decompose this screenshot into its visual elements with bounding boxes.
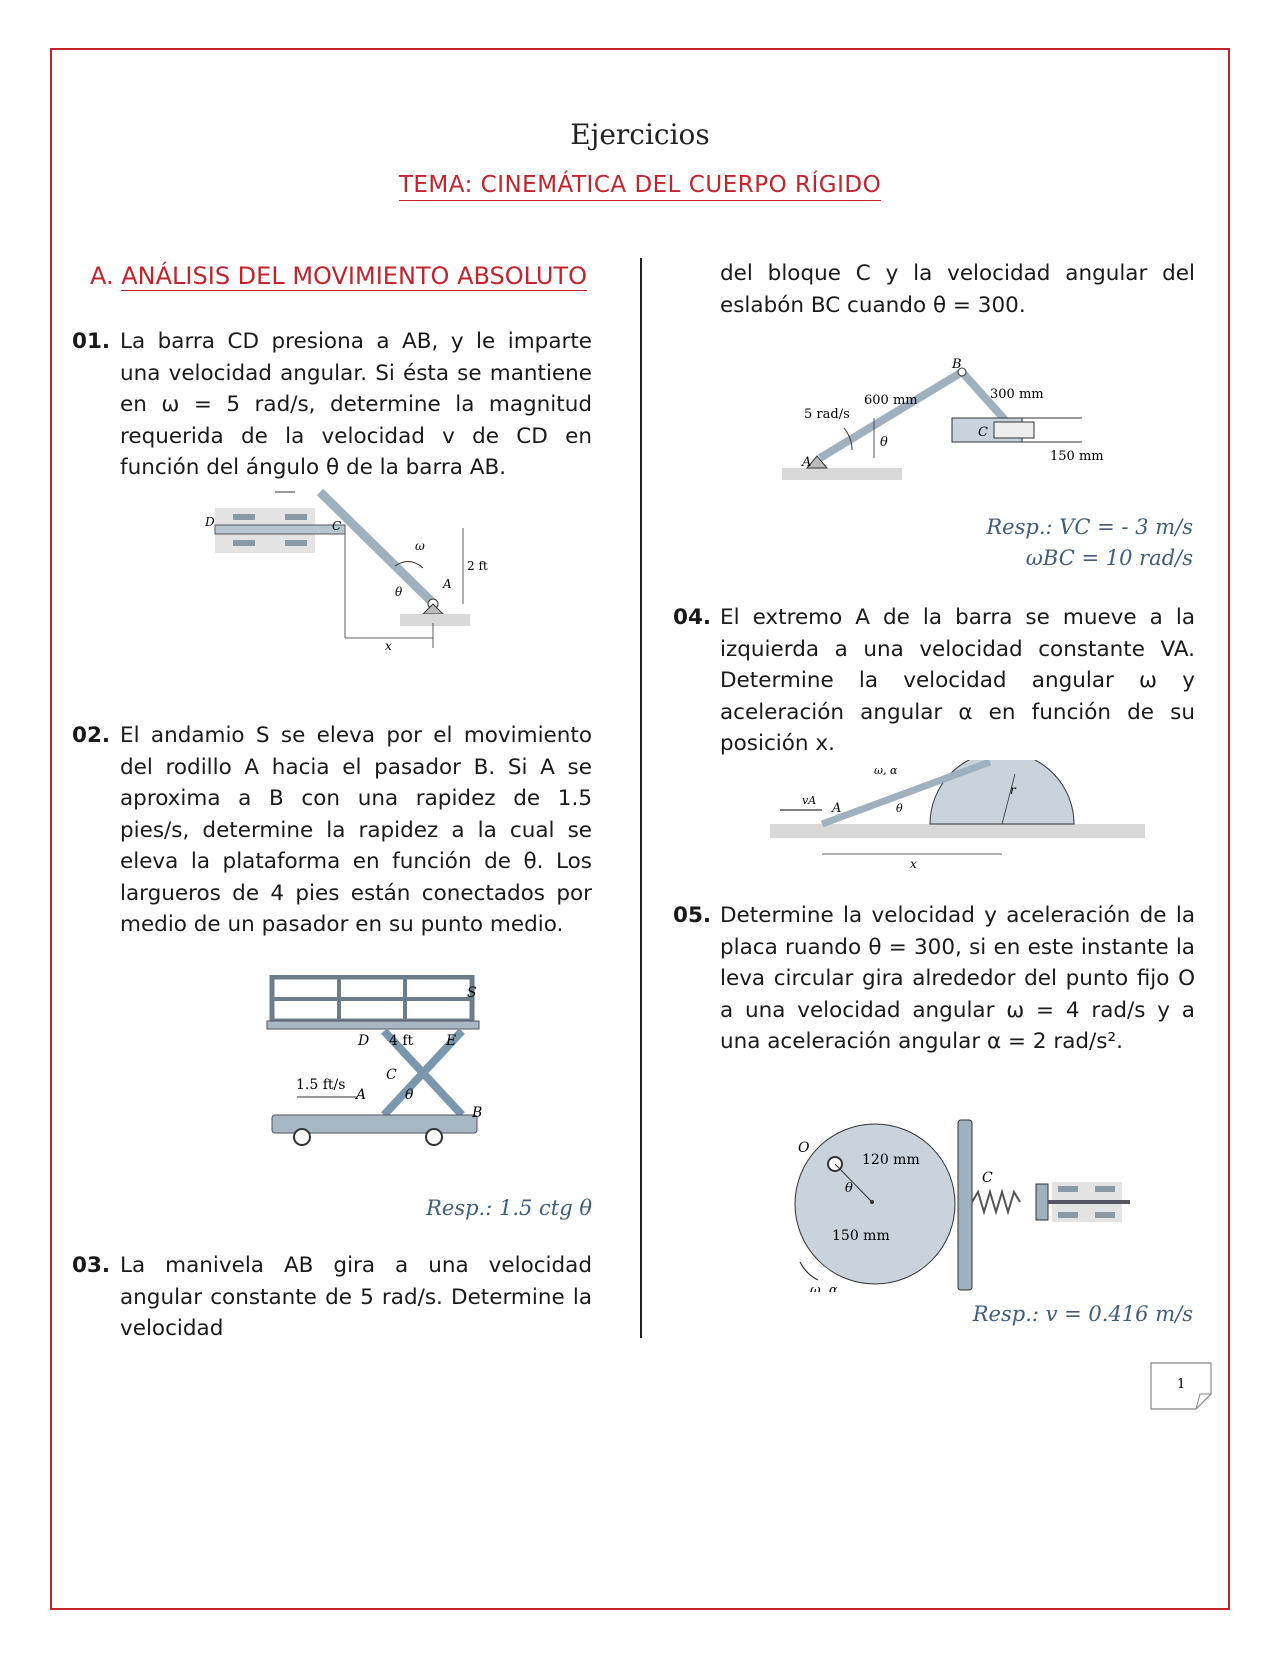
figure-03 — [782, 358, 1112, 502]
exercise-number: 01. — [72, 329, 111, 354]
fig-label: 1.5 ft/s — [296, 1077, 346, 1093]
exercise-05-text: Determine la velocidad y aceleración de la placa ruando θ = 300, si en este instante la leva circular gira alrededor del punto fijo O a una velocidad angular ω = 4 rad/s y a una aceleración angular α = 2 rad/s². — [720, 903, 1195, 1054]
fig-label: ω, α — [810, 1283, 838, 1292]
column-divider — [640, 258, 642, 1338]
fig-label: D — [205, 515, 215, 529]
answer-03-vc: Resp.: VC = - 3 m/s — [986, 515, 1193, 539]
fig-label: C — [386, 1067, 397, 1083]
fig-label: S — [467, 985, 477, 1001]
fig-label: x — [910, 857, 917, 870]
bar-cd — [215, 525, 345, 534]
fig-label: O — [798, 1140, 810, 1156]
exercise-number: 05. — [673, 903, 712, 928]
fig-label: A — [802, 455, 812, 470]
section-title: ANÁLISIS DEL MOVIMIENTO ABSOLUTO — [121, 262, 587, 290]
fig-label: 300 mm — [990, 387, 1044, 402]
fig-label: θ — [395, 585, 403, 599]
exercise-01-text: La barra CD presiona a AB, y le imparte una velocidad angular. Si ésta se mantiene en ω = 5 rad/s, determine la magnitud requerida de la velocidad v de CD en función del ángulo θ de la barra AB. — [120, 329, 592, 480]
fig-label: θ — [405, 1087, 414, 1103]
exercise-04-text: El extremo A de la barra se mueve a la izquierda a una velocidad constante VA. Determine la velocidad angular ω y aceleración angular α en función de su posición x. — [720, 605, 1195, 756]
fig-label: C — [332, 519, 342, 533]
fig-label: θ — [880, 435, 888, 450]
figure-05 — [790, 1112, 1140, 1296]
fig-label: E — [446, 1033, 457, 1049]
fig-label: 600 mm — [864, 393, 918, 408]
guide-roller — [285, 540, 307, 546]
fig-label: 4 ft — [389, 1033, 414, 1049]
section-heading — [90, 262, 587, 290]
fig-label — [306, 488, 316, 491]
exercise-02-text: El andamio S se eleva por el movimiento del rodillo A hacia el pasador B. Si A se aproxima a B con una rapidez de 1.5 pies/s, determine la rapidez a la cual se eleva la plataforma en función de θ. Los largueros de 4 pies están conectados por medio de un pasador en su punto medio. — [120, 723, 592, 937]
section-letter: A. — [90, 262, 114, 290]
fig-label: ω — [415, 539, 425, 553]
page-title: Ejercicios — [570, 118, 710, 151]
fig-label: 120 mm — [862, 1152, 920, 1168]
exercise-03-text-b: del bloque C y la velocidad angular del eslabón BC cuando θ = 300. — [720, 261, 1195, 318]
exercise-number: 02. — [72, 723, 111, 748]
fig-label: A — [356, 1087, 367, 1103]
figure-02 — [262, 975, 502, 1179]
page-number: 1 — [1177, 1377, 1186, 1392]
fig-label: A — [832, 801, 842, 816]
fig-label: B — [472, 1105, 483, 1121]
answer-02: Resp.: 1.5 ctg θ — [426, 1196, 592, 1220]
guide-roller — [233, 540, 255, 546]
answer-05: Resp.: v = 0.416 m/s — [972, 1302, 1193, 1326]
fig-label: 150 mm — [1050, 449, 1104, 464]
figure-01 — [205, 488, 505, 692]
fig-label: θ — [845, 1181, 853, 1196]
fig-label: C — [978, 425, 988, 440]
exercise-number: 04. — [673, 605, 712, 630]
fig-label: ω, α — [874, 764, 898, 777]
fig-label: A — [443, 577, 452, 591]
page-number-box — [1150, 1362, 1212, 1410]
guide-roller — [285, 514, 307, 520]
exercise-03-text-a: La manivela AB gira a una velocidad angular constante de 5 rad/s. Determine la velocidad — [120, 1253, 592, 1341]
figure-04 — [770, 760, 1150, 874]
fig-label: θ — [896, 802, 903, 815]
fig-label: vA — [802, 794, 817, 807]
topic-heading — [0, 172, 1280, 198]
fig-label: x — [385, 639, 392, 653]
topic-text: TEMA: CINEMÁTICA DEL CUERPO RÍGIDO — [399, 172, 881, 201]
fig-label: 150 mm — [832, 1228, 890, 1244]
fig-label: 5 rad/s — [804, 407, 850, 422]
answer-03-wbc: ωBC = 10 rad/s — [1025, 546, 1193, 570]
fig-label: B — [952, 358, 962, 372]
fig-label: D — [358, 1033, 370, 1049]
exercise-number: 03. — [72, 1253, 111, 1278]
fig-label: 2 ft — [467, 559, 488, 573]
fig-label: r — [1010, 783, 1016, 797]
guide-roller — [233, 514, 255, 520]
fig-label: C — [982, 1170, 993, 1186]
